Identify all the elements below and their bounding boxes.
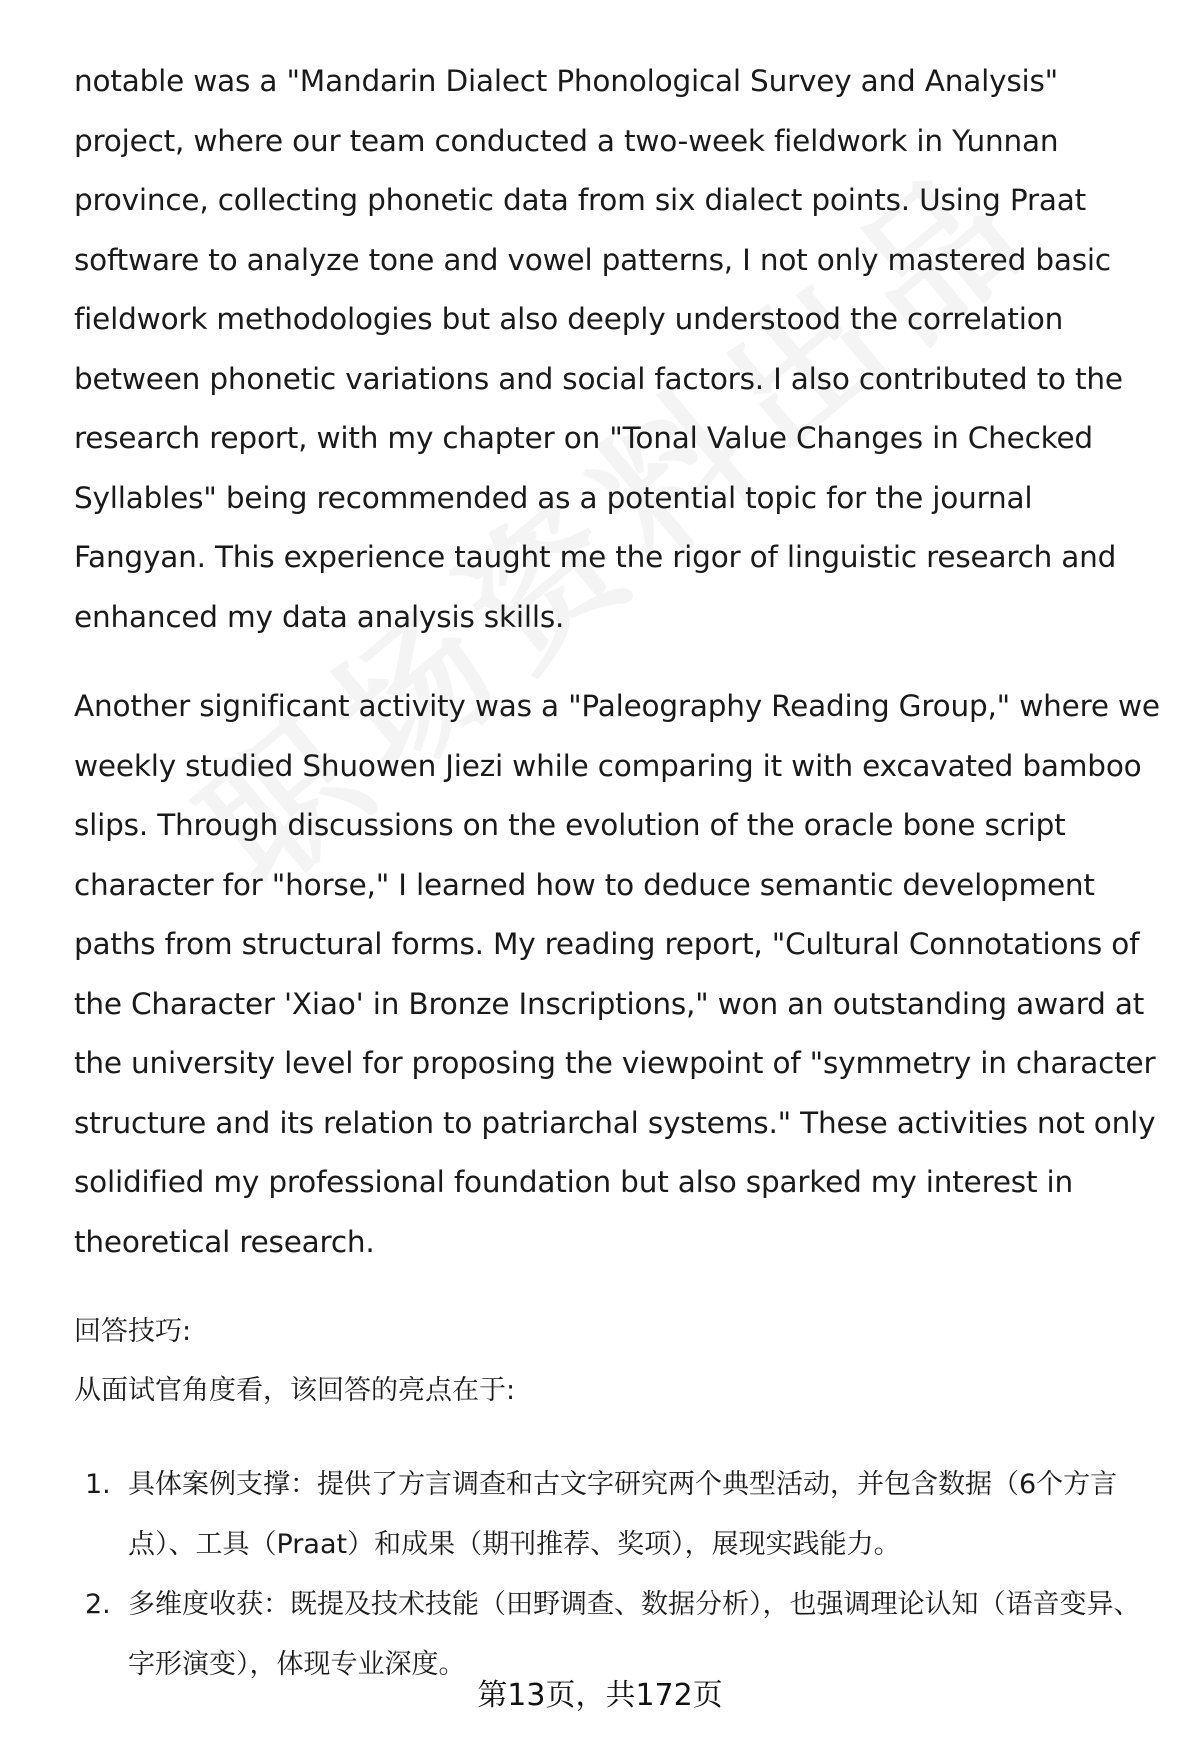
list-item-number: 1. <box>85 1469 111 1500</box>
list-item-number: 2. <box>85 1589 111 1620</box>
list-item <box>74 1455 1164 1575</box>
list-item-text: 具体案例支撑：提供了方言调查和古文字研究两个典型活动，并包含数据（6个方言点）、工具（Praat）和成果（期刊推荐、奖项），展现实践能力。 <box>128 1469 1118 1560</box>
page-content <box>74 52 1164 1695</box>
list-item-text: 多维度收获：既提及技术技能（田野调查、数据分析），也强调理论认知（语音变异、字形演变），体现专业深度。 <box>128 1589 1141 1680</box>
paragraph-dialect-survey: notable was a "Mandarin Dialect Phonological Survey and Analysis" project, where our team conducted a two-week fieldwork in Yunnan province, collecting phonetic data from six dialect points. Using Praat software to analyze tone and vowel patterns, I not only mastered basic fieldwork methodologies but also deeply understood the correlation between phonetic variations and social factors. I also contributed to the research report, with my chapter on "Tonal Value Changes in Checked Syllables" being recommended as a potential topic for the journal Fangyan. This experience taught me the rigor of linguistic research and enhanced my data analysis skills. <box>74 64 1123 634</box>
page-number: 第13页，共172页 <box>477 1678 723 1713</box>
tips-heading: 回答技巧: <box>74 1316 192 1347</box>
tips-list <box>74 1455 1164 1695</box>
paragraph-paleography-group: Another significant activity was a "Paleography Reading Group," where we weekly studied Shuowen Jiezi while comparing it with excavated bamboo slips. Through discussions on the evolution of the oracle bone script character for "horse," I learned how to deduce semantic development paths from structural forms. My reading report, "Cultural Connotations of the Character 'Xiao' in Bronze Inscriptions," won an outstanding award at the university level for proposing the viewpoint of "symmetry in character structure and its relation to patriarchal systems." These activities not only solidified my professional foundation but also sparked my interest in theoretical research. <box>74 689 1160 1259</box>
tips-intro: 从面试官角度看，该回答的亮点在于: <box>74 1375 516 1406</box>
